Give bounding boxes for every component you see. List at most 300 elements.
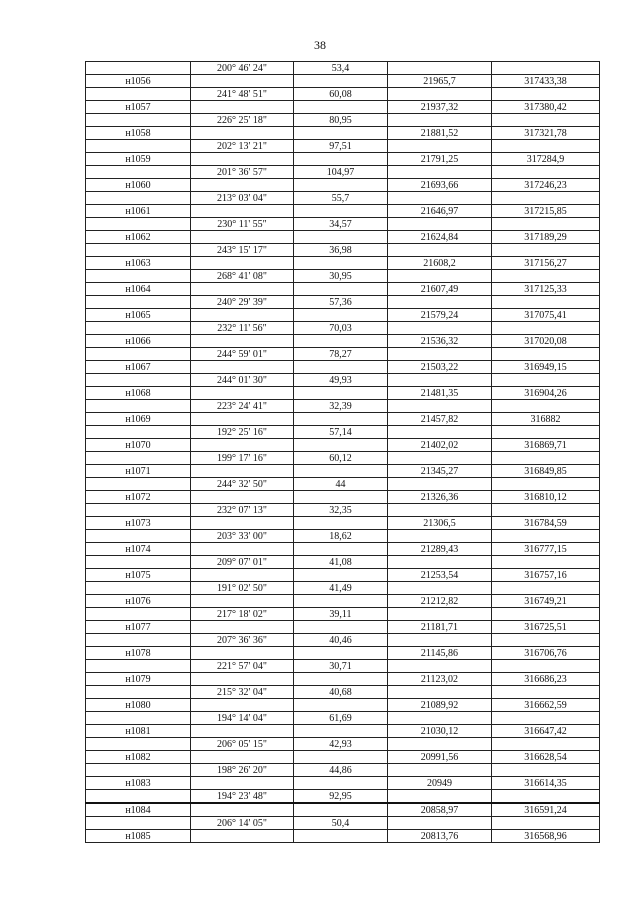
table-row [86, 621, 600, 634]
length-cell [294, 257, 388, 270]
x-coordinate-cell [388, 530, 492, 543]
length-cell: 78,27 [294, 348, 388, 361]
length-cell: 30,95 [294, 270, 388, 283]
direction-angle-cell [191, 803, 294, 817]
table-row [86, 517, 600, 530]
x-coordinate-cell: 20949 [388, 777, 492, 790]
x-coordinate-cell [388, 166, 492, 179]
x-coordinate-cell: 21693,66 [388, 179, 492, 192]
y-coordinate-cell [492, 140, 600, 153]
table-row [86, 361, 600, 374]
table-row [86, 569, 600, 582]
table-row [86, 478, 600, 491]
length-cell [294, 725, 388, 738]
point-name-cell: н1063 [86, 257, 191, 270]
point-name-cell: н1069 [86, 413, 191, 426]
point-name-cell [86, 400, 191, 413]
x-coordinate-cell: 21030,12 [388, 725, 492, 738]
length-cell: 61,69 [294, 712, 388, 725]
direction-angle-cell: 215° 32' 04" [191, 686, 294, 699]
y-coordinate-cell: 316686,23 [492, 673, 600, 686]
length-cell: 49,93 [294, 374, 388, 387]
length-cell [294, 439, 388, 452]
direction-angle-cell: 268° 41' 08" [191, 270, 294, 283]
direction-angle-cell: 241° 48' 51" [191, 88, 294, 101]
length-cell: 41,08 [294, 556, 388, 569]
y-coordinate-cell [492, 764, 600, 777]
direction-angle-cell: 232° 11' 56" [191, 322, 294, 335]
direction-angle-cell [191, 413, 294, 426]
direction-angle-cell [191, 751, 294, 764]
length-cell: 55,7 [294, 192, 388, 205]
x-coordinate-cell [388, 62, 492, 75]
y-coordinate-cell: 316662,59 [492, 699, 600, 712]
table-row [86, 465, 600, 478]
y-coordinate-cell: 316614,35 [492, 777, 600, 790]
direction-angle-cell: 244° 32' 50" [191, 478, 294, 491]
length-cell [294, 751, 388, 764]
x-coordinate-cell: 21345,27 [388, 465, 492, 478]
table-row [86, 491, 600, 504]
table-row [86, 348, 600, 361]
point-name-cell: н1080 [86, 699, 191, 712]
y-coordinate-cell [492, 504, 600, 517]
direction-angle-cell [191, 361, 294, 374]
length-cell [294, 673, 388, 686]
length-cell: 44 [294, 478, 388, 491]
x-coordinate-cell [388, 712, 492, 725]
y-coordinate-cell [492, 426, 600, 439]
table-row [86, 114, 600, 127]
y-coordinate-cell: 317189,29 [492, 231, 600, 244]
table-row [86, 582, 600, 595]
x-coordinate-cell [388, 322, 492, 335]
coordinates-table [85, 61, 600, 843]
direction-angle-cell [191, 491, 294, 504]
table-row [86, 530, 600, 543]
x-coordinate-cell: 21481,35 [388, 387, 492, 400]
y-coordinate-cell: 316849,85 [492, 465, 600, 478]
y-coordinate-cell: 316749,21 [492, 595, 600, 608]
x-coordinate-cell [388, 270, 492, 283]
table-row [86, 140, 600, 153]
table-row [86, 218, 600, 231]
direction-angle-cell: 244° 59' 01" [191, 348, 294, 361]
table-row [86, 504, 600, 517]
length-cell: 104,97 [294, 166, 388, 179]
y-coordinate-cell: 316647,42 [492, 725, 600, 738]
point-name-cell [86, 817, 191, 830]
point-name-cell: н1084 [86, 803, 191, 817]
table-row [86, 387, 600, 400]
table-row [86, 712, 600, 725]
y-coordinate-cell [492, 817, 600, 830]
x-coordinate-cell [388, 764, 492, 777]
length-cell [294, 595, 388, 608]
length-cell [294, 777, 388, 790]
x-coordinate-cell [388, 218, 492, 231]
table-row [86, 725, 600, 738]
direction-angle-cell: 232° 07' 13" [191, 504, 294, 517]
table-row [86, 673, 600, 686]
table-row [86, 153, 600, 166]
y-coordinate-cell: 316628,54 [492, 751, 600, 764]
point-name-cell: н1071 [86, 465, 191, 478]
x-coordinate-cell [388, 452, 492, 465]
direction-angle-cell [191, 517, 294, 530]
x-coordinate-cell: 21937,32 [388, 101, 492, 114]
point-name-cell [86, 452, 191, 465]
table-row [86, 192, 600, 205]
direction-angle-cell [191, 101, 294, 114]
x-coordinate-cell: 21608,2 [388, 257, 492, 270]
length-cell [294, 413, 388, 426]
length-cell: 44,86 [294, 764, 388, 777]
x-coordinate-cell: 21624,84 [388, 231, 492, 244]
direction-angle-cell [191, 569, 294, 582]
direction-angle-cell [191, 830, 294, 843]
direction-angle-cell [191, 439, 294, 452]
table-row [86, 543, 600, 556]
x-coordinate-cell [388, 426, 492, 439]
x-coordinate-cell: 21881,52 [388, 127, 492, 140]
x-coordinate-cell: 21503,22 [388, 361, 492, 374]
x-coordinate-cell [388, 114, 492, 127]
table-row [86, 751, 600, 764]
length-cell: 32,39 [294, 400, 388, 413]
y-coordinate-cell: 316591,24 [492, 803, 600, 817]
length-cell [294, 803, 388, 817]
point-name-cell [86, 608, 191, 621]
point-name-cell: н1081 [86, 725, 191, 738]
point-name-cell [86, 244, 191, 257]
table-row [86, 413, 600, 426]
table-row [86, 231, 600, 244]
direction-angle-cell [191, 231, 294, 244]
direction-angle-cell: 223° 24' 41" [191, 400, 294, 413]
direction-angle-cell [191, 75, 294, 88]
point-name-cell [86, 686, 191, 699]
point-name-cell [86, 738, 191, 751]
table-row [86, 817, 600, 830]
y-coordinate-cell [492, 114, 600, 127]
table-row [86, 830, 600, 843]
length-cell [294, 465, 388, 478]
direction-angle-cell: 209° 07' 01" [191, 556, 294, 569]
x-coordinate-cell [388, 556, 492, 569]
table-row [86, 764, 600, 777]
y-coordinate-cell [492, 400, 600, 413]
direction-angle-cell [191, 153, 294, 166]
x-coordinate-cell [388, 686, 492, 699]
y-coordinate-cell [492, 244, 600, 257]
point-name-cell: н1062 [86, 231, 191, 244]
length-cell: 36,98 [294, 244, 388, 257]
direction-angle-cell: 206° 14' 05" [191, 817, 294, 830]
y-coordinate-cell: 317020,08 [492, 335, 600, 348]
x-coordinate-cell: 21089,92 [388, 699, 492, 712]
table-row [86, 556, 600, 569]
y-coordinate-cell [492, 270, 600, 283]
y-coordinate-cell: 316777,15 [492, 543, 600, 556]
table-row [86, 699, 600, 712]
point-name-cell: н1074 [86, 543, 191, 556]
table-row [86, 426, 600, 439]
direction-angle-cell: 199° 17' 16" [191, 452, 294, 465]
y-coordinate-cell [492, 660, 600, 673]
point-name-cell: н1061 [86, 205, 191, 218]
y-coordinate-cell [492, 322, 600, 335]
direction-angle-cell [191, 673, 294, 686]
y-coordinate-cell: 316949,15 [492, 361, 600, 374]
x-coordinate-cell [388, 374, 492, 387]
direction-angle-cell [191, 595, 294, 608]
length-cell [294, 75, 388, 88]
x-coordinate-cell: 21965,7 [388, 75, 492, 88]
y-coordinate-cell: 316904,26 [492, 387, 600, 400]
point-name-cell: н1056 [86, 75, 191, 88]
table-row [86, 127, 600, 140]
length-cell: 39,11 [294, 608, 388, 621]
length-cell: 60,08 [294, 88, 388, 101]
length-cell [294, 361, 388, 374]
y-coordinate-cell: 317284,9 [492, 153, 600, 166]
point-name-cell [86, 140, 191, 153]
direction-angle-cell [191, 387, 294, 400]
direction-angle-cell [191, 621, 294, 634]
direction-angle-cell [191, 725, 294, 738]
direction-angle-cell: 194° 23' 48" [191, 790, 294, 804]
point-name-cell: н1059 [86, 153, 191, 166]
point-name-cell [86, 218, 191, 231]
table-row [86, 166, 600, 179]
y-coordinate-cell: 317321,78 [492, 127, 600, 140]
point-name-cell [86, 88, 191, 101]
direction-angle-cell: 230° 11' 55" [191, 218, 294, 231]
length-cell [294, 387, 388, 400]
length-cell: 50,4 [294, 817, 388, 830]
y-coordinate-cell [492, 790, 600, 804]
y-coordinate-cell: 316757,16 [492, 569, 600, 582]
table-row [86, 296, 600, 309]
x-coordinate-cell: 20813,76 [388, 830, 492, 843]
length-cell: 40,46 [294, 634, 388, 647]
direction-angle-cell: 201° 36' 57" [191, 166, 294, 179]
x-coordinate-cell [388, 660, 492, 673]
table-row [86, 374, 600, 387]
y-coordinate-cell: 316882 [492, 413, 600, 426]
y-coordinate-cell: 317380,42 [492, 101, 600, 114]
y-coordinate-cell: 317215,85 [492, 205, 600, 218]
table-row [86, 439, 600, 452]
x-coordinate-cell: 21181,71 [388, 621, 492, 634]
table-row [86, 686, 600, 699]
x-coordinate-cell [388, 244, 492, 257]
point-name-cell [86, 478, 191, 491]
direction-angle-cell: 203° 33' 00" [191, 530, 294, 543]
x-coordinate-cell [388, 817, 492, 830]
point-name-cell: н1068 [86, 387, 191, 400]
point-name-cell: н1072 [86, 491, 191, 504]
y-coordinate-cell [492, 452, 600, 465]
table-row [86, 400, 600, 413]
y-coordinate-cell: 317433,38 [492, 75, 600, 88]
table-row [86, 803, 600, 817]
point-name-cell [86, 374, 191, 387]
y-coordinate-cell [492, 634, 600, 647]
point-name-cell: н1075 [86, 569, 191, 582]
point-name-cell [86, 62, 191, 75]
point-name-cell [86, 270, 191, 283]
table-row [86, 205, 600, 218]
table-row [86, 647, 600, 660]
y-coordinate-cell [492, 530, 600, 543]
x-coordinate-cell [388, 140, 492, 153]
point-name-cell: н1070 [86, 439, 191, 452]
length-cell: 34,57 [294, 218, 388, 231]
point-name-cell [86, 114, 191, 127]
x-coordinate-cell [388, 192, 492, 205]
point-name-cell: н1078 [86, 647, 191, 660]
length-cell [294, 491, 388, 504]
length-cell [294, 335, 388, 348]
point-name-cell: н1073 [86, 517, 191, 530]
table-row [86, 257, 600, 270]
y-coordinate-cell: 316869,71 [492, 439, 600, 452]
direction-angle-cell: 206° 05' 15" [191, 738, 294, 751]
point-name-cell: н1076 [86, 595, 191, 608]
table-row [86, 309, 600, 322]
length-cell: 70,03 [294, 322, 388, 335]
direction-angle-cell [191, 283, 294, 296]
x-coordinate-cell [388, 504, 492, 517]
point-name-cell: н1060 [86, 179, 191, 192]
length-cell [294, 543, 388, 556]
x-coordinate-cell [388, 296, 492, 309]
length-cell: 60,12 [294, 452, 388, 465]
point-name-cell [86, 166, 191, 179]
x-coordinate-cell: 21212,82 [388, 595, 492, 608]
y-coordinate-cell [492, 192, 600, 205]
length-cell [294, 231, 388, 244]
table-row [86, 335, 600, 348]
x-coordinate-cell [388, 400, 492, 413]
length-cell: 42,93 [294, 738, 388, 751]
table-row [86, 75, 600, 88]
table-row [86, 244, 600, 257]
length-cell: 97,51 [294, 140, 388, 153]
x-coordinate-cell [388, 348, 492, 361]
direction-angle-cell: 226° 25' 18" [191, 114, 294, 127]
y-coordinate-cell: 317075,41 [492, 309, 600, 322]
direction-angle-cell [191, 335, 294, 348]
y-coordinate-cell: 316568,96 [492, 830, 600, 843]
length-cell [294, 179, 388, 192]
table-row [86, 88, 600, 101]
length-cell [294, 153, 388, 166]
y-coordinate-cell: 316784,59 [492, 517, 600, 530]
length-cell [294, 569, 388, 582]
direction-angle-cell: 243° 15' 17" [191, 244, 294, 257]
point-name-cell: н1083 [86, 777, 191, 790]
direction-angle-cell: 194° 14' 04" [191, 712, 294, 725]
x-coordinate-cell [388, 738, 492, 751]
x-coordinate-cell: 21289,43 [388, 543, 492, 556]
point-name-cell [86, 348, 191, 361]
y-coordinate-cell: 316706,76 [492, 647, 600, 660]
x-coordinate-cell [388, 478, 492, 491]
x-coordinate-cell: 21306,5 [388, 517, 492, 530]
point-name-cell: н1057 [86, 101, 191, 114]
y-coordinate-cell [492, 738, 600, 751]
direction-angle-cell: 217° 18' 02" [191, 608, 294, 621]
length-cell [294, 647, 388, 660]
point-name-cell [86, 764, 191, 777]
table-row [86, 634, 600, 647]
x-coordinate-cell [388, 608, 492, 621]
length-cell: 53,4 [294, 62, 388, 75]
y-coordinate-cell [492, 582, 600, 595]
direction-angle-cell: 191° 02' 50" [191, 582, 294, 595]
direction-angle-cell [191, 465, 294, 478]
direction-angle-cell: 244° 01' 30" [191, 374, 294, 387]
table-row [86, 595, 600, 608]
x-coordinate-cell: 21536,32 [388, 335, 492, 348]
x-coordinate-cell: 21326,36 [388, 491, 492, 504]
length-cell: 32,35 [294, 504, 388, 517]
table-row [86, 608, 600, 621]
point-name-cell: н1077 [86, 621, 191, 634]
length-cell [294, 830, 388, 843]
length-cell: 30,71 [294, 660, 388, 673]
coordinates-table-body [86, 62, 600, 843]
length-cell: 80,95 [294, 114, 388, 127]
table-row [86, 62, 600, 75]
x-coordinate-cell [388, 790, 492, 804]
length-cell: 41,49 [294, 582, 388, 595]
y-coordinate-cell [492, 348, 600, 361]
point-name-cell [86, 790, 191, 804]
y-coordinate-cell [492, 88, 600, 101]
y-coordinate-cell [492, 478, 600, 491]
length-cell: 57,36 [294, 296, 388, 309]
x-coordinate-cell: 21253,54 [388, 569, 492, 582]
y-coordinate-cell [492, 556, 600, 569]
length-cell: 57,14 [294, 426, 388, 439]
point-name-cell: н1085 [86, 830, 191, 843]
direction-angle-cell: 240° 29' 39" [191, 296, 294, 309]
direction-angle-cell [191, 777, 294, 790]
direction-angle-cell [191, 205, 294, 218]
x-coordinate-cell: 21579,24 [388, 309, 492, 322]
x-coordinate-cell [388, 88, 492, 101]
length-cell: 40,68 [294, 686, 388, 699]
direction-angle-cell: 192° 25' 16" [191, 426, 294, 439]
direction-angle-cell: 213° 03' 04" [191, 192, 294, 205]
y-coordinate-cell [492, 686, 600, 699]
direction-angle-cell [191, 179, 294, 192]
point-name-cell [86, 530, 191, 543]
y-coordinate-cell [492, 218, 600, 231]
y-coordinate-cell [492, 62, 600, 75]
length-cell [294, 517, 388, 530]
point-name-cell [86, 504, 191, 517]
direction-angle-cell [191, 309, 294, 322]
y-coordinate-cell: 316725,51 [492, 621, 600, 634]
point-name-cell [86, 712, 191, 725]
x-coordinate-cell: 21646,97 [388, 205, 492, 218]
point-name-cell [86, 426, 191, 439]
